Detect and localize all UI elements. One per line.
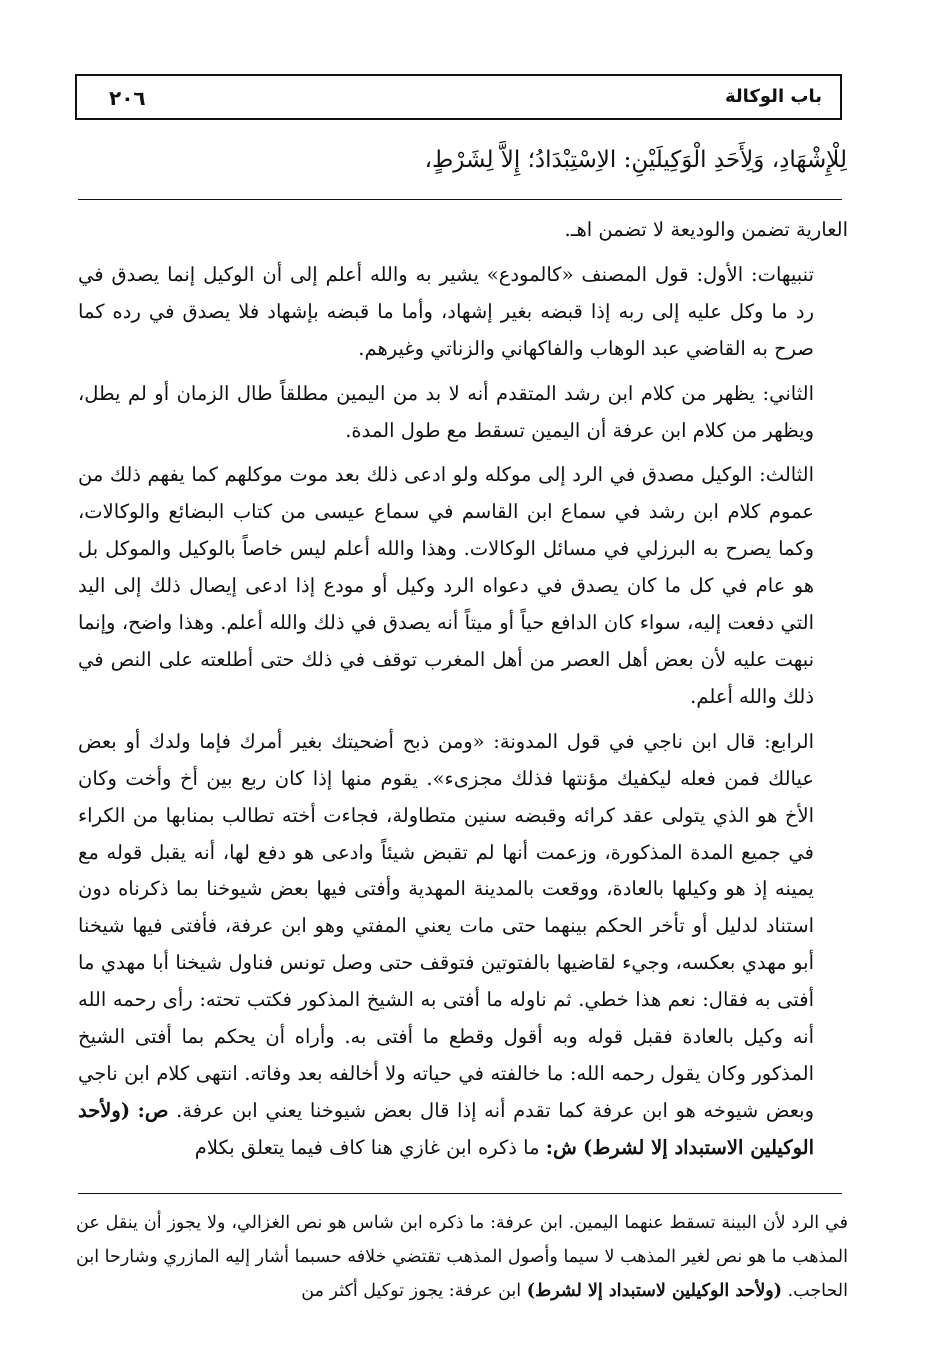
commentary [78,212,848,1167]
paragraph-0: العارية تضمن والوديعة لا تضمن اهـ. [564,218,848,241]
matn-text: لِلْإِشْهَادِ، وَلِأَحَدِ الْوَكِيلَيْنِ: الاِسْتِبْدَادُ؛ إِلاَّ لِشَرْطٍ، [424,147,847,173]
sad-marker: ص: [137,1098,169,1122]
paragraph-4 [78,724,848,1167]
sharh-marker: ش: [545,1135,577,1159]
paragraph-4-tail: ما ذكره ابن غازي هنا كاف فيما يتعلق بكلام [194,1135,540,1159]
footnote-text-a: في الرد لأن البينة تسقط عنهما اليمين. ابن عرفة: ما ذكره ابن شاس هو نص الغزالي، ولا يجوز أن ينقل عن المذهب ما هو نص لغير المذهب لا سيما وأصول المذهب تقتضي خلافه حسبما أشار إليه المازري وشارحا ابن الحاجب. [76,1213,848,1301]
paragraph-3: الثالث: الوكيل مصدق في الرد إلى موكله ولو ادعى ذلك بعد موت موكلهم كما يفهم ذلك من عموم كلام ابن رشد في سماع ابن القاسم في سماع عيسى من كتاب البضائع والوكالات، وكما يصرح به البرزلي في مسائل الوكالات. وهذا والله أعلم ليس خاصاً بالوكيل والموكل بل هو عام في كل ما كان يصدق في دعواه الرد وكيل أو مودع إذا ادعى إيصال ذلك إلى اليد التي دفعت إليه، سواء كان الدافع حياً أو ميتاً أنه يصدق في ذلك والله أعلم. وهذا واضح، وإنما نبهت عليه لأن بعض أهل العصر من أهل المغرب توقف في ذلك حتى أطلعته على النص في ذلك والله أعلم. [78,463,814,708]
page-header [75,74,842,120]
page-number: ٢٠٦ [109,86,146,110]
paragraph-4-body: الرابع: قال ابن ناجي في قول المدونة: «ومن ذبح أضحيتك بغير أمرك فإما ولدك أو بعض عيالك فمن فعله ليكفيك مؤنتها فذلك مجزىء». يقوم منها إذا كان ربع بين أخ وأخت وكان الأخ هو الذي يتولى عقد كرائه وقبضه سنين متطاولة، فجاءت أخته تطالب بمنابها من الكراء في جميع المدة المذكورة، وزعمت أنها لم تقبض شيئاً وادعى هو دفع لها، أنه يقبل قوله مع يمينه إذ هو وكيلها بالعادة، ووقعت بالمدينة المهدية وأفتى فيها بعض شيوخنا بما ذكرناه دون استناد لدليل أو تأخر الحكم بينهما حتى مات يعني المفتي وهو ابن عرفة، فأفتى فيها شيخنا أبو مهدي بعكسه، وجيء لقاضيها بالفتوتين فتوقف حتى وصل تونس فناول شيخنا أبا مهدي ما أفتى به فقال: نعم هذا خطي. ثم ناوله ما أفتى به الشيخ المذكور فكتب تحته: رأى رحمه الله أنه وكيل بالعادة فقبل قوله وبه أقول وقطع ما أفتى به. وأراه أن يحكم بما أفتى الشيخ المذكور وكان يقول رحمه الله: ما خالفته في حياته ولا أخالفه بعد وفاته. انتهى كلام ابن ناجي وبعض شيوخه هو ابن عرفة كما تقدم أنه إذا قال بعض شيوخنا يعني ابن عرفة. [78,729,814,1122]
running-head: باب الوكالة [725,86,822,107]
matn-quote: (ولأحد الوكيلين الاستبداد إلا لشرط) [78,1098,814,1159]
paragraph-1: تنبيهات: الأول: قول المصنف «كالمودع» يشير به والله أعلم إلى أن الوكيل إنما يصدق في رد ما وكل عليه إلى ربه إذا قبضه بغير إشهاد، وأما ما قبضه بإشهاد فلا يصدق في رده كما صرح به القاضي عبد الوهاب والفاكهاني والزناتي وغيرهم. [78,262,814,360]
footnote-divider [78,1193,842,1194]
footnote-text-b: ابن عرفة: يجوز توكيل أكثر من [301,1281,522,1301]
footnote-text [76,1206,848,1308]
footnote [76,1206,848,1308]
matn-divider [78,199,842,200]
paragraph-2: الثاني: يظهر من كلام ابن رشد المتقدم أنه لا بد من اليمين مطلقاً طال الزمان أو لم يطل، ويظهر من كلام ابن عرفة أن اليمين تسقط مع طول المدة. [78,381,814,442]
footnote-quote: (ولأحد الوكيلين لاستبداد إلا لشرط) [526,1281,783,1301]
